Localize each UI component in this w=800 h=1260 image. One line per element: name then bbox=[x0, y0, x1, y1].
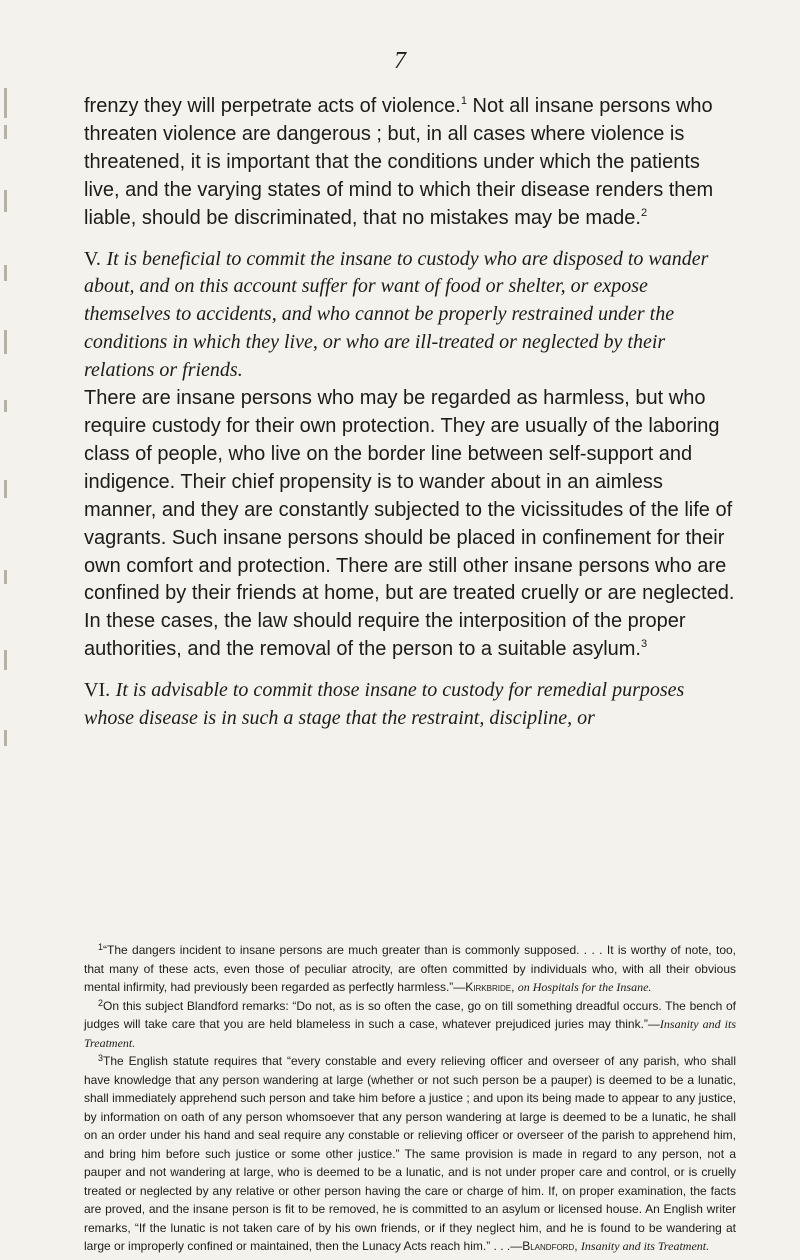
binding-edge bbox=[0, 70, 14, 790]
section-v-heading: It is beneficial to commit the insane to custody who are disposed to wander about, and on this account suffer for want of food or shelter, or expose themselves to accidents, and who cannot be properly restrained under the conditions in which they live, or who are ill-treated or neglected by their relations or friends. bbox=[84, 247, 709, 382]
footnote-2: $^2$On this subject Blandford remarks: “Do not, as is so often the case, go on till something dreadful occurs. The bench of judges will take care that you are held blameless in such a case, whatever prejudiced juries may think.”—Insanity and its Treatment. bbox=[84, 997, 736, 1050]
main-text bbox=[84, 93, 736, 733]
section-v bbox=[84, 246, 736, 386]
section-vi-heading: It is advisable to commit those insane to custody for remedial purposes whose disease is in such a stage that the restraint, discipline, or bbox=[84, 679, 685, 730]
section-vi bbox=[84, 677, 736, 733]
paragraph-1: frenzy they will perpetrate acts of violence.$^1$ Not all insane persons who threaten violence are dangerous ; but, in all cases where violence is threatened, it is important that the conditions under which the patients live, and the varying states of mind to which their disease renders them liable, should be discriminated, that no mistakes may be made.$^2$ bbox=[84, 95, 714, 229]
section-v-numeral: V. bbox=[84, 247, 101, 270]
footnote-ref-1: 1 bbox=[460, 95, 467, 107]
section-vi-numeral: VI. bbox=[84, 679, 111, 702]
page-number: 7 bbox=[394, 48, 406, 74]
footnote-1: $^1$“The dangers incident to insane persons are much greater than is commonly supposed. . . . It is worthy of note, too, that many of these acts, even those of peculiar atrocity, are often committed by individuals who, with all their obvious mental infirmity, had previously been regarded as perfectly harmless.”—Kirkbride, on Hospitals for the Insane. bbox=[84, 942, 736, 994]
footnote-3: $^3$The English statute requires that “every constable and every relieving officer and overseer of any parish, who shall have knowledge that any person wandering at large (whether or not such person be a pauper) is deemed to be a lunatic, shall immediately apprehend such person and take him before a justice ; and upon its being made to appear to any justice, by information on oath of any person whomsoever that any person wandering at large is deemed to be a lunatic, he shall on an order under his hand and seal require any constable or relieving officer or overseer of the parish to apprehend him, and bring him before such justice or some other justice.” The same provision is made in regard to any person, not a pauper and not wandering at large, who is deemed to be a lunatic, and is not under proper care and control, or is cruelly treated or neglected by any relative or other person having the care or charge of him. If, on proper examination, the facts are proved, and the insane person is fit to be removed, he is committed to an asylum or licensed house. An English writer remarks, “If the lunatic is not taken care of by his own friends, or if they neglect him, and he is found to be wandering at large or improperly confined or maintained, then the Lunacy Acts reach him.” . . .—Blandford, Insanity and its Treatment. bbox=[84, 1053, 736, 1253]
footnote-ref-3: 3 bbox=[640, 638, 648, 651]
footnotes bbox=[84, 941, 736, 1256]
section-v-text: There are insane persons who may be regarded as harmless, but who require custody for their own protection. They are usually of the laboring class of people, who live on the border line between self-support and indigence. Their chief propensity is to wander about in an aimless manner, and they are constantly subjected to the vicissitudes of the life of vagrants. Such insane persons should be placed in confinement for their own comfort and protection. There are still other insane persons who are confined by their friends at home, but are treated cruelly or are neglected. In these cases, the law should require the interposition of the proper authorities, and the removal of the person to a suitable asylum.$^3$ bbox=[84, 387, 735, 661]
footnote-ref-2: 2 bbox=[640, 206, 648, 219]
